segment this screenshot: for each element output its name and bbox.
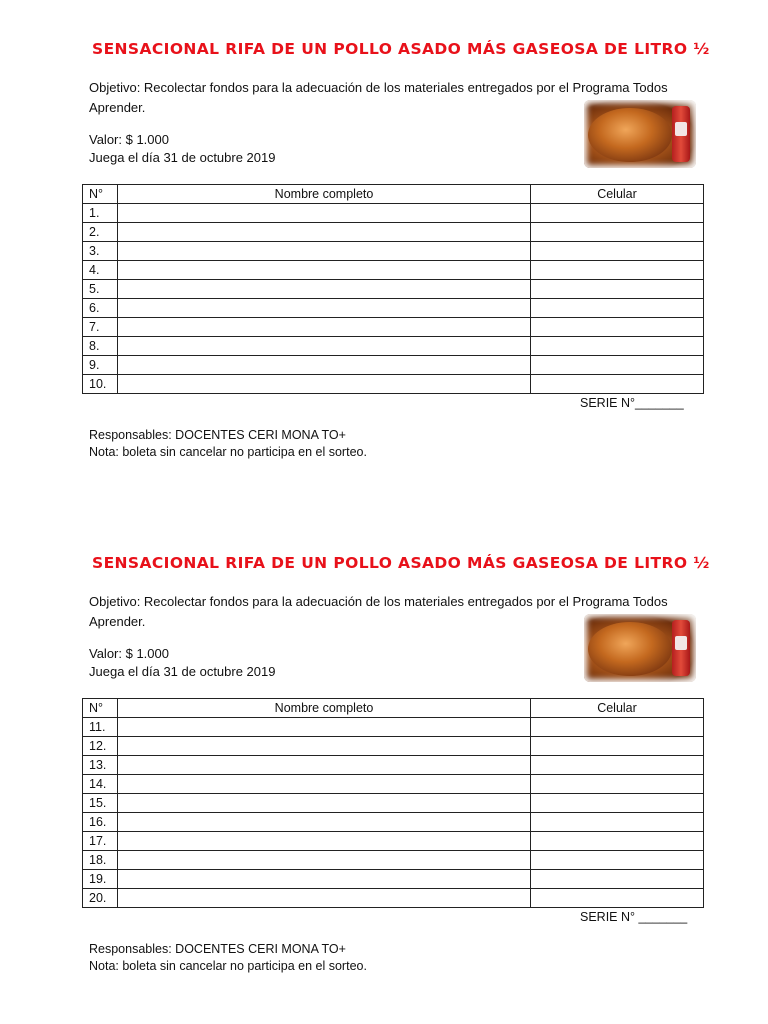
phone-cell[interactable]	[531, 870, 704, 889]
name-cell[interactable]	[118, 794, 531, 813]
responsible-teachers: Responsables: DOCENTES CERI MONA TO+	[89, 428, 346, 442]
phone-cell[interactable]	[531, 737, 704, 756]
name-cell[interactable]	[118, 851, 531, 870]
row-number: 3.	[83, 242, 118, 261]
participants-table	[82, 698, 704, 908]
ticket-price: Valor: $ 1.000	[89, 646, 169, 661]
row-number: 5.	[83, 280, 118, 299]
name-cell[interactable]	[118, 242, 531, 261]
name-cell[interactable]	[118, 775, 531, 794]
table-row	[83, 737, 704, 756]
ticket-note: Nota: boleta sin cancelar no participa en el sorteo.	[89, 959, 367, 973]
table-row	[83, 851, 704, 870]
row-number: 14.	[83, 775, 118, 794]
table-row	[83, 356, 704, 375]
table-header-row	[83, 185, 704, 204]
ticket-draw-date: Juega el día 31 de octubre 2019	[89, 150, 276, 165]
table-row	[83, 337, 704, 356]
table-row	[83, 375, 704, 394]
table-row	[83, 794, 704, 813]
name-cell[interactable]	[118, 756, 531, 775]
phone-cell[interactable]	[531, 280, 704, 299]
phone-cell[interactable]	[531, 204, 704, 223]
name-cell[interactable]	[118, 261, 531, 280]
ticket-price: Valor: $ 1.000	[89, 132, 169, 147]
name-cell[interactable]	[118, 318, 531, 337]
serial-number: SERIE N°_______	[580, 396, 684, 410]
ticket-title: SENSACIONAL RIFA DE UN POLLO ASADO MÁS GASEOSA DE LITRO ½	[92, 40, 710, 58]
header-number: N°	[83, 699, 118, 718]
table-row	[83, 318, 704, 337]
phone-cell[interactable]	[531, 261, 704, 280]
row-number: 1.	[83, 204, 118, 223]
header-phone: Celular	[531, 699, 704, 718]
roast-chicken-image	[588, 108, 672, 162]
phone-cell[interactable]	[531, 851, 704, 870]
name-cell[interactable]	[118, 870, 531, 889]
phone-cell[interactable]	[531, 318, 704, 337]
row-number: 12.	[83, 737, 118, 756]
row-number: 13.	[83, 756, 118, 775]
name-cell[interactable]	[118, 832, 531, 851]
phone-cell[interactable]	[531, 242, 704, 261]
row-number: 10.	[83, 375, 118, 394]
name-cell[interactable]	[118, 337, 531, 356]
phone-cell[interactable]	[531, 794, 704, 813]
row-number: 17.	[83, 832, 118, 851]
name-cell[interactable]	[118, 889, 531, 908]
name-cell[interactable]	[118, 280, 531, 299]
table-row	[83, 299, 704, 318]
phone-cell[interactable]	[531, 775, 704, 794]
table-row	[83, 718, 704, 737]
row-number: 2.	[83, 223, 118, 242]
name-cell[interactable]	[118, 718, 531, 737]
table-row	[83, 832, 704, 851]
name-cell[interactable]	[118, 375, 531, 394]
table-row	[83, 889, 704, 908]
name-cell[interactable]	[118, 204, 531, 223]
chicken-soda-photo	[584, 614, 696, 682]
name-cell[interactable]	[118, 813, 531, 832]
header-number: N°	[83, 185, 118, 204]
name-cell[interactable]	[118, 299, 531, 318]
table-row	[83, 280, 704, 299]
table-row	[83, 775, 704, 794]
participants-table	[82, 184, 704, 394]
row-number: 15.	[83, 794, 118, 813]
header-full-name: Nombre completo	[118, 699, 531, 718]
row-number: 11.	[83, 718, 118, 737]
table-row	[83, 242, 704, 261]
row-number: 6.	[83, 299, 118, 318]
ticket-draw-date: Juega el día 31 de octubre 2019	[89, 664, 276, 679]
ticket-note: Nota: boleta sin cancelar no participa en el sorteo.	[89, 445, 367, 459]
ticket-objective: Objetivo: Recolectar fondos para la adecuación de los materiales entregados por el Programa Todos Aprender.	[89, 594, 668, 629]
phone-cell[interactable]	[531, 813, 704, 832]
phone-cell[interactable]	[531, 375, 704, 394]
row-number: 19.	[83, 870, 118, 889]
phone-cell[interactable]	[531, 299, 704, 318]
chicken-soda-photo	[584, 100, 696, 168]
table-row	[83, 813, 704, 832]
table-row	[83, 756, 704, 775]
raffle-ticket-1	[0, 0, 768, 500]
table-row	[83, 223, 704, 242]
soda-bottle-label	[675, 122, 687, 136]
roast-chicken-image	[588, 622, 672, 676]
phone-cell[interactable]	[531, 337, 704, 356]
row-number: 8.	[83, 337, 118, 356]
name-cell[interactable]	[118, 356, 531, 375]
soda-bottle-label	[675, 636, 687, 650]
phone-cell[interactable]	[531, 223, 704, 242]
phone-cell[interactable]	[531, 832, 704, 851]
ticket-title: SENSACIONAL RIFA DE UN POLLO ASADO MÁS GASEOSA DE LITRO ½	[92, 554, 710, 572]
responsible-teachers: Responsables: DOCENTES CERI MONA TO+	[89, 942, 346, 956]
phone-cell[interactable]	[531, 718, 704, 737]
table-header-row	[83, 699, 704, 718]
row-number: 7.	[83, 318, 118, 337]
row-number: 4.	[83, 261, 118, 280]
header-phone: Celular	[531, 185, 704, 204]
table-row	[83, 870, 704, 889]
table-row	[83, 261, 704, 280]
row-number: 16.	[83, 813, 118, 832]
table-row	[83, 204, 704, 223]
row-number: 18.	[83, 851, 118, 870]
ticket-objective: Objetivo: Recolectar fondos para la adecuación de los materiales entregados por el Programa Todos Aprender.	[89, 80, 668, 115]
phone-cell[interactable]	[531, 356, 704, 375]
serial-number: SERIE N° _______	[580, 910, 688, 924]
name-cell[interactable]	[118, 223, 531, 242]
phone-cell[interactable]	[531, 756, 704, 775]
raffle-ticket-2	[0, 514, 768, 1014]
phone-cell[interactable]	[531, 889, 704, 908]
name-cell[interactable]	[118, 737, 531, 756]
row-number: 9.	[83, 356, 118, 375]
header-full-name: Nombre completo	[118, 185, 531, 204]
row-number: 20.	[83, 889, 118, 908]
